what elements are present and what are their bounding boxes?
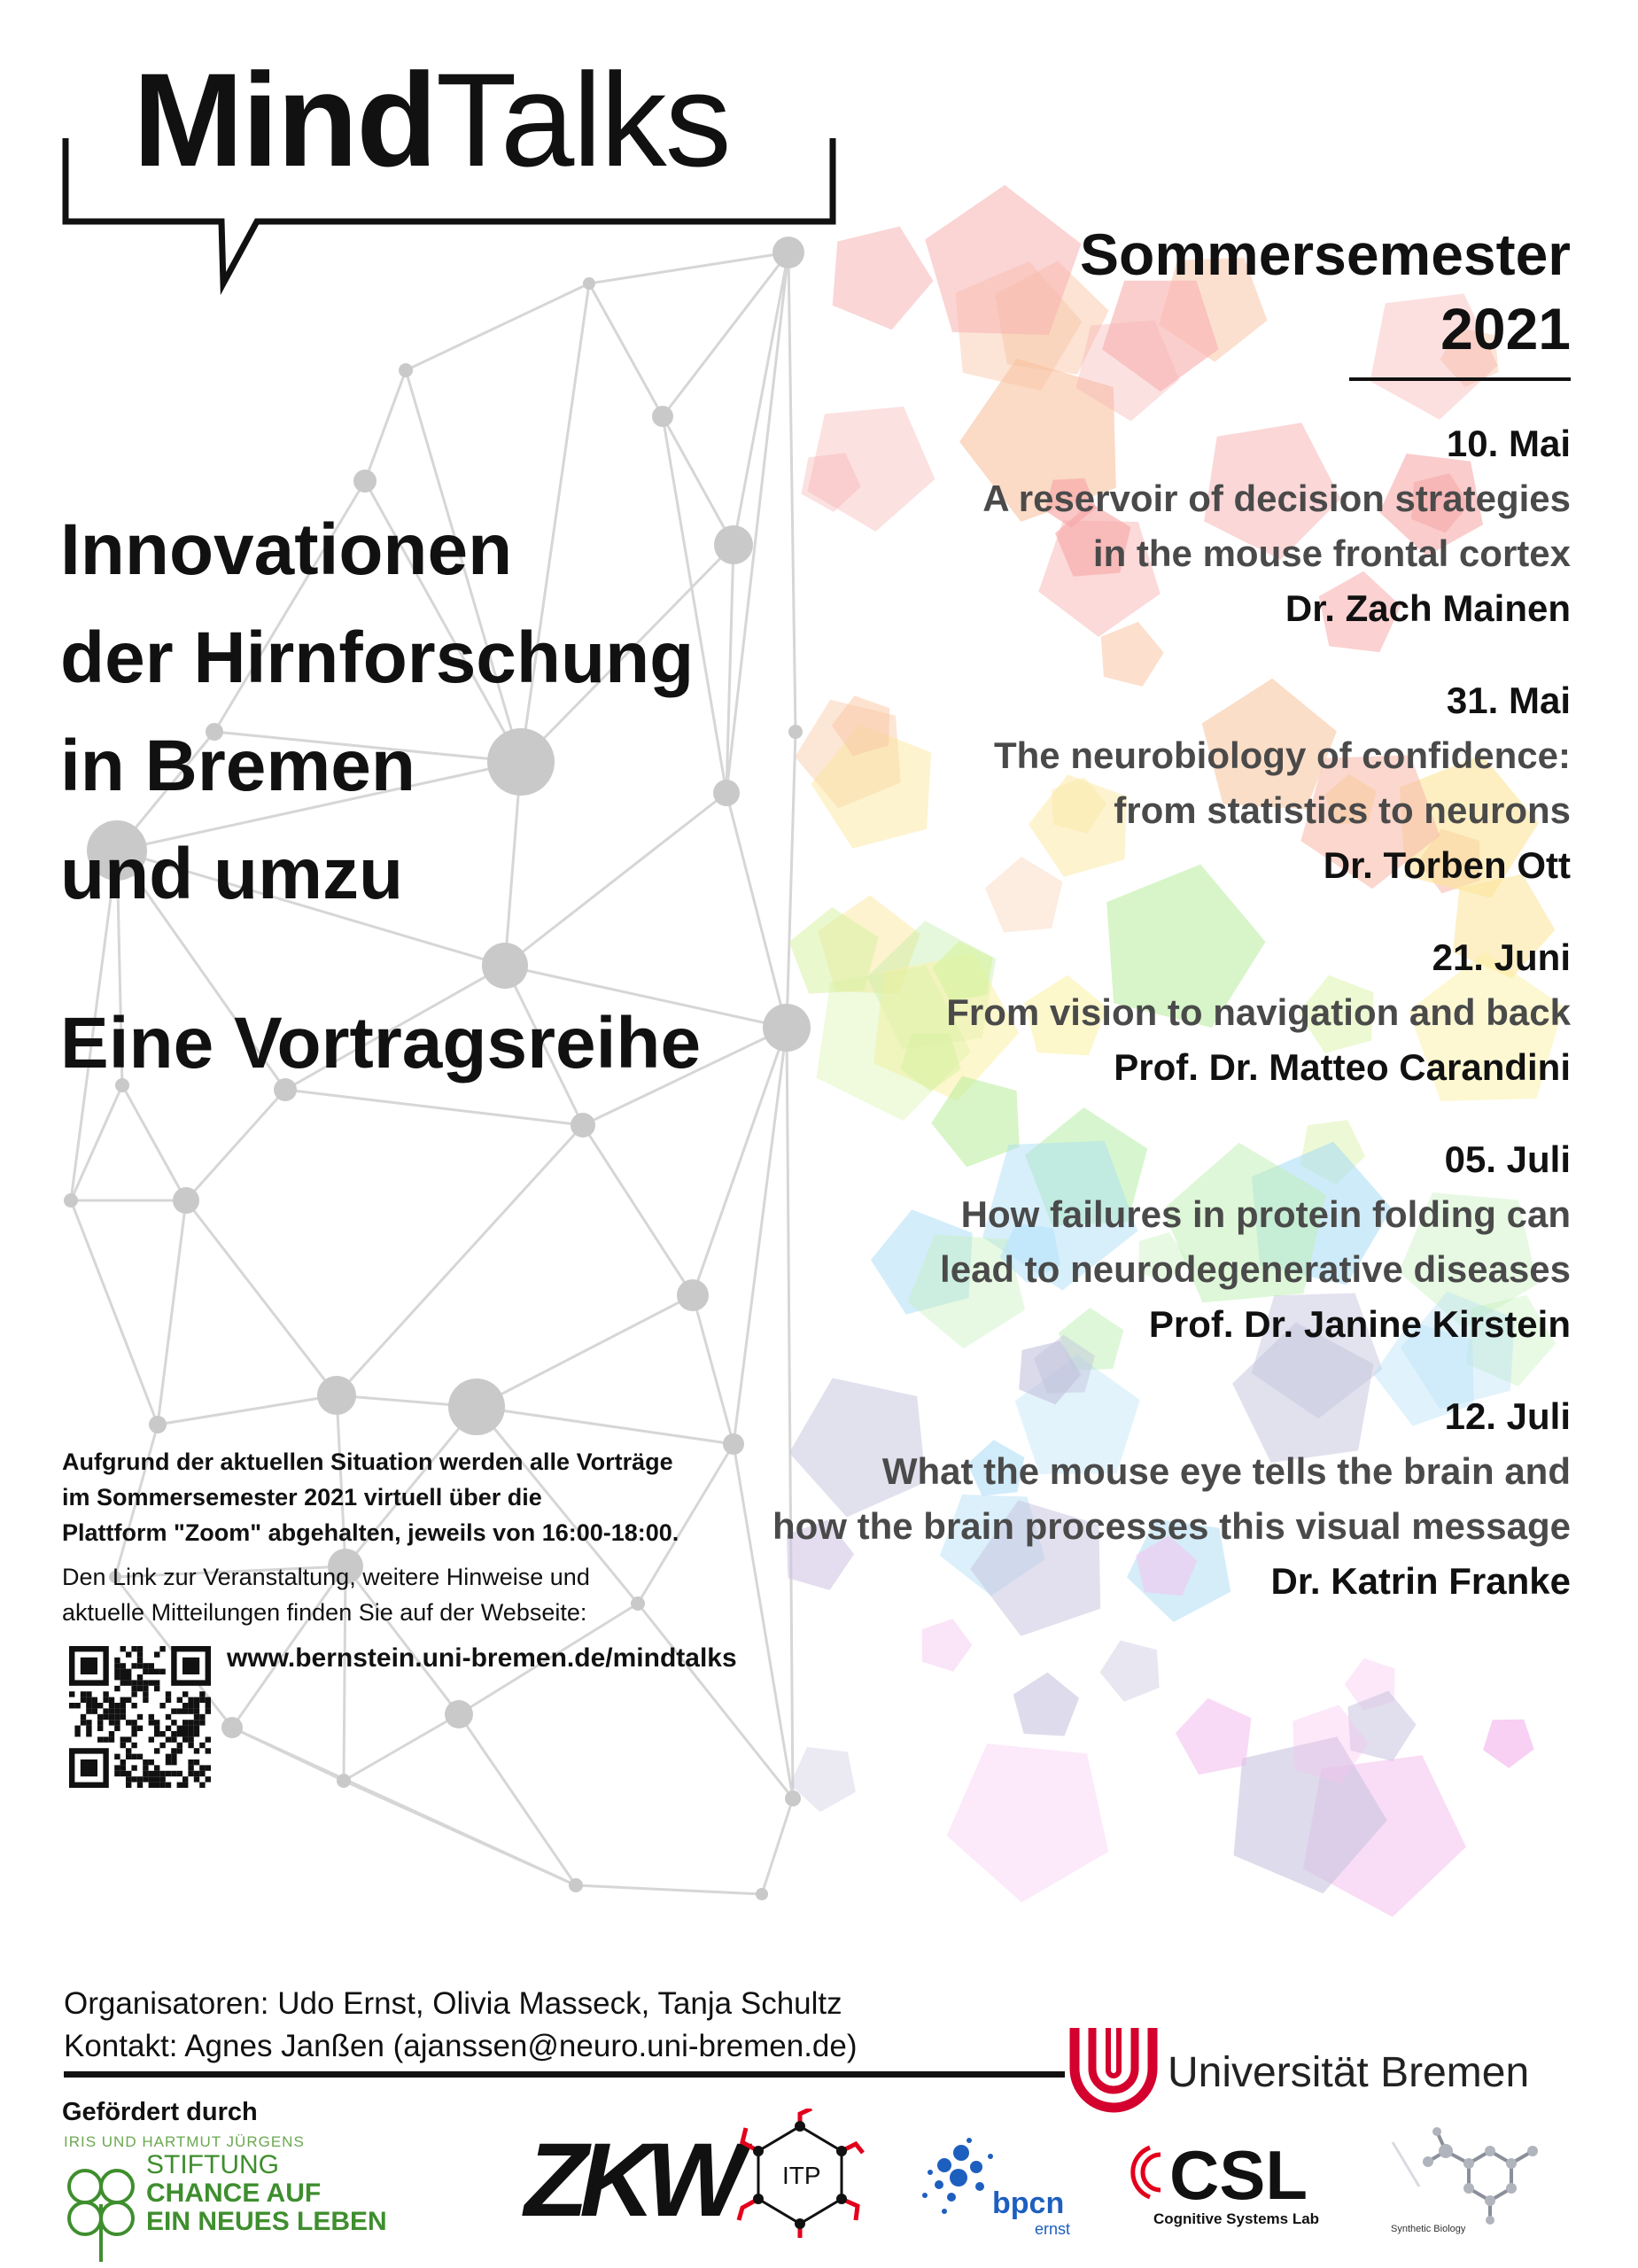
qr-module (97, 1736, 103, 1742)
notice-info-text (62, 1559, 753, 1630)
logo-mind: Mind (133, 45, 436, 194)
qr-module (199, 1765, 205, 1770)
qr-module (149, 1669, 154, 1674)
qr-module (159, 1771, 165, 1776)
qr-module (199, 1720, 205, 1725)
qr-module (182, 1776, 188, 1782)
qr-module (149, 1783, 154, 1788)
qr-module (86, 1708, 91, 1713)
qr-module (206, 1736, 211, 1742)
qr-module (126, 1736, 131, 1742)
zoom-notice (62, 1444, 753, 1630)
qr-module (166, 1691, 171, 1697)
qr-module (199, 1771, 205, 1776)
qr-module (126, 1680, 131, 1685)
qr-module (126, 1669, 131, 1674)
qr-module (114, 1714, 120, 1720)
qr-module (194, 1771, 199, 1776)
qr-module (131, 1743, 136, 1748)
qr-module (166, 1754, 171, 1759)
qr-module (137, 1726, 143, 1731)
talk-date: 05. Juli (1444, 1138, 1571, 1180)
talk-speaker: Dr. Katrin Franke (1270, 1560, 1571, 1602)
qr-module (171, 1754, 176, 1759)
notice-bold-text (62, 1444, 753, 1550)
qr-module (149, 1680, 154, 1685)
qr-module (137, 1776, 143, 1782)
qr-module (86, 1731, 91, 1736)
qr-module (86, 1697, 91, 1703)
qr-module (103, 1736, 108, 1742)
qr-module (171, 1736, 176, 1742)
qr-module (154, 1720, 159, 1725)
qr-module (149, 1736, 154, 1742)
qr-module (177, 1731, 182, 1736)
talk-title-line: A reservoir of decision strategies (982, 478, 1571, 519)
qr-module (143, 1686, 148, 1691)
qr-module (137, 1646, 143, 1651)
talk-entry (596, 416, 1571, 636)
qr-module (69, 1691, 74, 1697)
pentagon-shape (833, 227, 934, 330)
qr-module (109, 1720, 114, 1725)
qr-module (126, 1754, 131, 1759)
bpcn-label: bpcn (992, 2186, 1065, 2220)
qr-module (143, 1765, 148, 1770)
qr-module (114, 1669, 120, 1674)
qr-module (131, 1703, 136, 1708)
qr-module (199, 1691, 205, 1697)
qr-module (114, 1726, 120, 1731)
qr-module (114, 1658, 120, 1663)
qr-module (206, 1776, 211, 1782)
qr-module (114, 1663, 120, 1668)
qr-module (206, 1703, 211, 1708)
qr-finder-module (81, 1658, 97, 1674)
qr-module (182, 1783, 188, 1788)
qr-module (154, 1783, 159, 1788)
qr-module (137, 1651, 143, 1657)
qr-module (188, 1765, 193, 1770)
qr-module (114, 1765, 120, 1770)
bpcn-sub-label: ernst (1035, 2220, 1071, 2238)
qr-finder-module (182, 1658, 199, 1674)
qr-module (143, 1776, 148, 1782)
qr-module (177, 1708, 182, 1713)
qr-module (109, 1708, 114, 1713)
qr-module (177, 1783, 182, 1788)
qr-module (143, 1691, 148, 1697)
qr-module (154, 1686, 159, 1691)
qr-module (182, 1731, 188, 1736)
qr-module (194, 1726, 199, 1731)
qr-module (143, 1663, 148, 1668)
talk-title-line: how the brain processes this visual message (772, 1505, 1571, 1547)
stiftung-founders: IRIS UND HARTMUT JÜRGENS (64, 2133, 305, 2150)
qr-module (120, 1646, 126, 1651)
footer-divider (64, 2071, 1065, 2078)
qr-module (182, 1708, 188, 1713)
talk-speaker: Prof. Dr. Matteo Carandini (1114, 1046, 1571, 1088)
qr-module (177, 1697, 182, 1703)
qr-module (86, 1703, 91, 1708)
qr-module (126, 1776, 131, 1782)
qr-module (86, 1691, 91, 1697)
qr-module (92, 1708, 97, 1713)
qr-module (143, 1669, 148, 1674)
qr-module (114, 1708, 120, 1713)
qr-module (109, 1714, 114, 1720)
qr-module (103, 1714, 108, 1720)
qr-module (120, 1663, 126, 1668)
qr-module (81, 1720, 86, 1725)
qr-module (97, 1720, 103, 1725)
talk-title-line: What the mouse eye tells the brain and (881, 1450, 1571, 1492)
zkw-logo: ZKW (524, 2122, 736, 2239)
qr-module (194, 1776, 199, 1782)
qr-module (166, 1759, 171, 1765)
synthetic-biology-label: Synthetic Biology (1391, 2224, 1466, 2234)
notice-line: Den Link zur Veranstaltung, weitere Hinweise und (62, 1564, 590, 1590)
qr-module (194, 1703, 199, 1708)
qr-module (103, 1697, 108, 1703)
qr-module (188, 1736, 193, 1742)
qr-module (182, 1720, 188, 1725)
qr-module (97, 1703, 103, 1708)
qr-module (166, 1783, 171, 1788)
organizers-text: Organisatoren: Udo Ernst, Olivia Masseck, Tanja Schultz (64, 1986, 842, 2021)
qr-module (182, 1703, 188, 1708)
qr-module (137, 1754, 143, 1759)
qr-module (143, 1771, 148, 1776)
talk-speaker: Prof. Dr. Janine Kirstein (1148, 1303, 1571, 1345)
qr-module (126, 1748, 131, 1753)
contact-text: Kontakt: Agnes Janßen (ajanssen@neuro.uni-bremen.de) (64, 2029, 858, 2063)
qr-module (199, 1783, 205, 1788)
qr-module (137, 1674, 143, 1680)
talk-entry (596, 673, 1571, 893)
qr-module (143, 1759, 148, 1765)
qr-module (166, 1726, 171, 1731)
qr-module (188, 1743, 193, 1748)
qr-module (206, 1765, 211, 1770)
pentagon-shape (790, 1747, 856, 1812)
qr-module (143, 1680, 148, 1685)
qr-module (194, 1731, 199, 1736)
qr-module (188, 1708, 193, 1713)
qr-module (120, 1765, 126, 1770)
qr-module (120, 1669, 126, 1674)
qr-code-icon[interactable] (69, 1646, 211, 1788)
pentagon-shape (1013, 1673, 1079, 1736)
qr-module (74, 1731, 80, 1736)
qr-module (154, 1765, 159, 1770)
qr-module (97, 1726, 103, 1731)
qr-module (81, 1697, 86, 1703)
qr-module (199, 1743, 205, 1748)
qr-module (171, 1731, 176, 1736)
synthetic-biology-logo-icon (1384, 2116, 1561, 2231)
qr-module (126, 1771, 131, 1776)
qr-module (188, 1759, 193, 1765)
qr-module (194, 1720, 199, 1725)
logo-talks: Talks (435, 45, 730, 194)
qr-module (154, 1726, 159, 1731)
qr-module (171, 1748, 176, 1753)
pentagon-shape (1100, 1641, 1160, 1702)
talk-entry (596, 930, 1571, 1095)
qr-module (131, 1686, 136, 1691)
qr-module (109, 1736, 114, 1742)
qr-module (126, 1651, 131, 1657)
qr-module (109, 1703, 114, 1708)
stiftung-name-line: CHANCE AUF (146, 2179, 322, 2208)
qr-module (131, 1680, 136, 1685)
talk-date: 21. Juni (1432, 936, 1571, 978)
qr-module (97, 1714, 103, 1720)
qr-module (120, 1771, 126, 1776)
qr-module (126, 1697, 131, 1703)
qr-module (166, 1714, 171, 1720)
headline-line: Innovationen (60, 509, 513, 590)
semester-line1: Sommersemester (1080, 221, 1571, 287)
qr-module (206, 1708, 211, 1713)
qr-module (182, 1726, 188, 1731)
qr-module (194, 1714, 199, 1720)
qr-module (171, 1720, 176, 1725)
qr-module (166, 1697, 171, 1703)
qr-module (114, 1720, 120, 1725)
talk-date: 12. Juli (1444, 1395, 1571, 1437)
talk-title-line: From vision to navigation and back (946, 991, 1571, 1033)
qr-module (159, 1743, 165, 1748)
qr-module (120, 1743, 126, 1748)
csl-sub-label: Cognitive Systems Lab (1153, 2210, 1320, 2227)
qr-module (120, 1759, 126, 1765)
qr-module (149, 1720, 154, 1725)
qr-finder-module (81, 1759, 97, 1776)
qr-module (74, 1726, 80, 1731)
qr-module (154, 1771, 159, 1776)
qr-module (92, 1697, 97, 1703)
qr-module (154, 1680, 159, 1685)
notice-line: Aufgrund der aktuellen Situation werden alle Vorträge (62, 1449, 673, 1475)
website-link[interactable]: www.bernstein.uni-bremen.de/mindtalks (227, 1643, 737, 1673)
semester-label (1080, 217, 1571, 366)
qr-module (114, 1674, 120, 1680)
qr-module (177, 1743, 182, 1748)
notice-line: Plattform "Zoom" abgehalten, jeweils von 16:00-18:00. (62, 1519, 679, 1546)
qr-module (114, 1686, 120, 1691)
qr-module (149, 1759, 154, 1765)
talk-title-line: in the mouse frontal cortex (1092, 532, 1571, 574)
qr-module (137, 1663, 143, 1668)
qr-module (177, 1771, 182, 1776)
talk-title-line: lead to neurodegenerative diseases (940, 1248, 1571, 1290)
university-name: Universität Bremen (1168, 2049, 1530, 2096)
qr-module (131, 1691, 136, 1697)
stiftung-name-line: EIN NEUES LEBEN (146, 2207, 387, 2236)
qr-module (171, 1771, 176, 1776)
qr-module (81, 1691, 86, 1697)
qr-module (177, 1726, 182, 1731)
qr-module (171, 1708, 176, 1713)
pentagon-shape (947, 1744, 1109, 1902)
qr-module (188, 1771, 193, 1776)
csl-logo-icon (1123, 2135, 1327, 2210)
qr-module (126, 1783, 131, 1788)
talk-date: 10. Mai (1446, 423, 1571, 464)
qr-module (159, 1669, 165, 1674)
talk-date: 31. Mai (1446, 680, 1571, 721)
qr-module (194, 1708, 199, 1713)
qr-module (188, 1720, 193, 1725)
qr-module (188, 1731, 193, 1736)
qr-module (137, 1714, 143, 1720)
qr-module (120, 1680, 126, 1685)
talk-title-line: from statistics to neurons (1114, 789, 1571, 831)
qr-module (154, 1669, 159, 1674)
qr-module (131, 1646, 136, 1651)
itp-label: ITP (782, 2162, 821, 2189)
qr-module (109, 1731, 114, 1736)
qr-module (137, 1658, 143, 1663)
qr-module (137, 1680, 143, 1685)
qr-module (86, 1726, 91, 1731)
qr-module (126, 1674, 131, 1680)
qr-module (159, 1703, 165, 1708)
semester-year: 2021 (1440, 296, 1571, 361)
qr-module (194, 1759, 199, 1765)
csl-text: CSL (1169, 2136, 1308, 2210)
qr-module (143, 1697, 148, 1703)
qr-module (120, 1708, 126, 1713)
headline-line: in Bremen (60, 726, 415, 806)
talk-title-line: How failures in protein folding can (960, 1193, 1571, 1235)
qr-module (137, 1686, 143, 1691)
qr-module (188, 1726, 193, 1731)
qr-module (149, 1776, 154, 1782)
clover-icon (60, 2133, 149, 2266)
qr-module (149, 1714, 154, 1720)
qr-module (131, 1726, 136, 1731)
qr-module (131, 1663, 136, 1668)
qr-module (109, 1697, 114, 1703)
qr-module (166, 1736, 171, 1742)
qr-module (114, 1703, 120, 1708)
pentagon-shape (1483, 1720, 1534, 1768)
qr-module (120, 1697, 126, 1703)
qr-module (166, 1771, 171, 1776)
qr-module (92, 1703, 97, 1708)
talk-entry (596, 1132, 1571, 1352)
qr-module (159, 1646, 165, 1651)
qr-module (177, 1748, 182, 1753)
qr-module (131, 1731, 136, 1736)
qr-module (86, 1720, 91, 1725)
notice-line: im Sommersemester 2021 virtuell über die (62, 1484, 542, 1511)
qr-module (194, 1697, 199, 1703)
stiftung-name-line: STIFTUNG (146, 2150, 279, 2179)
qr-module (199, 1714, 205, 1720)
talk-speaker: Dr. Torben Ott (1323, 844, 1571, 886)
headline-line: und umzu (60, 834, 404, 914)
qr-module (120, 1674, 126, 1680)
qr-module (131, 1776, 136, 1782)
qr-module (120, 1703, 126, 1708)
qr-module (182, 1691, 188, 1697)
funded-by-label: Gefördert durch (62, 2098, 258, 2126)
qr-module (81, 1714, 86, 1720)
qr-module (194, 1748, 199, 1753)
qr-module (114, 1771, 120, 1776)
qr-module (137, 1783, 143, 1788)
semester-divider (1349, 377, 1571, 381)
pentagon-shape (1176, 1698, 1252, 1775)
qr-module (149, 1771, 154, 1776)
qr-module (131, 1720, 136, 1725)
talk-speaker: Dr. Zach Mainen (1285, 587, 1571, 629)
qr-module (69, 1703, 74, 1708)
qr-module (154, 1651, 159, 1657)
uni-bremen-logo-icon (1067, 2024, 1161, 2113)
qr-module (159, 1731, 165, 1736)
qr-module (114, 1754, 120, 1759)
qr-module (103, 1691, 108, 1697)
qr-module (126, 1720, 131, 1725)
qr-module (131, 1754, 136, 1759)
notice-line: aktuelle Mitteilungen finden Sie auf der Webseite: (62, 1599, 587, 1626)
talk-title-line: The neurobiology of confidence: (994, 734, 1571, 776)
qr-module (171, 1759, 176, 1765)
qr-module (74, 1703, 80, 1708)
qr-module (188, 1697, 193, 1703)
qr-module (131, 1765, 136, 1770)
qr-module (154, 1748, 159, 1753)
qr-module (206, 1697, 211, 1703)
organizers-block (64, 1983, 858, 2068)
qr-module (103, 1708, 108, 1713)
qr-module (154, 1776, 159, 1782)
qr-module (159, 1783, 165, 1788)
headline-line: der Hirnforschung (60, 617, 695, 698)
qr-module (159, 1776, 165, 1782)
qr-module (120, 1714, 126, 1720)
qr-module (149, 1663, 154, 1668)
qr-module (206, 1748, 211, 1753)
qr-module (154, 1731, 159, 1736)
qr-module (199, 1697, 205, 1703)
qr-module (120, 1736, 126, 1742)
page-subtitle: Eine Vortragsreihe (60, 1003, 702, 1084)
qr-module (182, 1736, 188, 1742)
qr-module (188, 1703, 193, 1708)
mindtalks-logo (133, 45, 730, 194)
